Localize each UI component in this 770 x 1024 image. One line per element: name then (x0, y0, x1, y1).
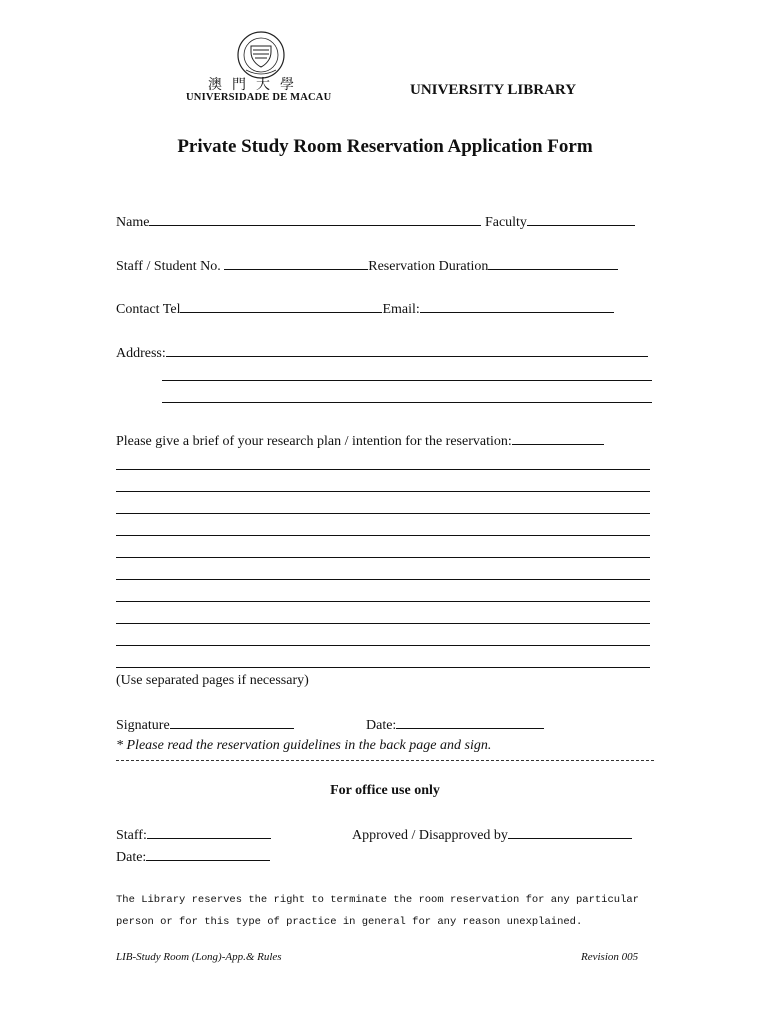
university-name-portuguese: UNIVERSIDADE DE MACAU (186, 92, 332, 103)
office-staff-label: Staff: (116, 828, 147, 843)
research-plan-field-first[interactable] (512, 432, 604, 445)
office-staff-field[interactable] (147, 826, 271, 839)
research-plan-line[interactable] (116, 557, 650, 558)
form-title: Private Study Room Reservation Application Form (177, 136, 593, 157)
research-plan-line[interactable] (116, 601, 650, 602)
date-label: Date: (366, 718, 397, 733)
email-field[interactable] (420, 300, 614, 313)
university-name-chinese: 澳門大學 (208, 77, 304, 93)
name-row (116, 213, 635, 231)
research-plan-line[interactable] (116, 469, 650, 470)
research-plan-line[interactable] (116, 623, 650, 624)
disclaimer-line-1: The Library reserves the right to terminate the room reservation for any particular (116, 894, 639, 906)
faculty-label: Faculty (484, 215, 527, 230)
office-date-label: Date: (116, 850, 147, 865)
signature-row (116, 716, 294, 734)
address-field-line-1[interactable] (166, 344, 648, 357)
staff-student-no-label: Staff / Student No. (116, 259, 221, 274)
approval-label: Approved / Disapproved by (352, 828, 508, 843)
research-plan-row (116, 432, 604, 450)
research-plan-line[interactable] (116, 535, 650, 536)
separator-dashed-line (116, 760, 654, 761)
office-date-field[interactable] (146, 848, 270, 861)
date-field[interactable] (396, 716, 544, 729)
university-seal-logo (236, 30, 286, 80)
address-label: Address: (116, 346, 166, 361)
reservation-duration-label: Reservation Duration (368, 259, 489, 274)
signature-field[interactable] (170, 716, 294, 729)
faculty-field[interactable] (527, 213, 635, 226)
approval-row (352, 826, 632, 844)
guidelines-note: * Please read the reservation guidelines in the back page and sign. (116, 738, 492, 753)
research-plan-line[interactable] (116, 579, 650, 580)
research-plan-line[interactable] (116, 645, 650, 646)
approval-field[interactable] (508, 826, 632, 839)
reservation-duration-field[interactable] (488, 257, 618, 270)
address-field-line-2[interactable] (162, 380, 652, 381)
signature-label: Signature (116, 718, 170, 733)
research-plan-line[interactable] (116, 513, 650, 514)
contact-tel-field[interactable] (180, 300, 382, 313)
name-field[interactable] (149, 213, 481, 226)
address-row (116, 344, 648, 362)
footer-revision: Revision 005 (581, 951, 639, 963)
office-use-heading: For office use only (330, 783, 440, 798)
office-date-row (116, 848, 270, 866)
disclaimer-line-2: person or for this type of practice in general for any reason unexplained. (116, 916, 583, 928)
research-plan-line[interactable] (116, 491, 650, 492)
contact-tel-label: Contact Tel (116, 302, 181, 317)
research-plan-label: Please give a brief of your research plan / intention for the reservation: (116, 434, 512, 449)
footer-document-code: LIB-Study Room (Long)-App.& Rules (116, 951, 282, 963)
research-plan-line[interactable] (116, 667, 650, 668)
separate-pages-note: (Use separated pages if necessary) (116, 673, 309, 688)
email-label: Email: (382, 302, 420, 317)
library-heading: UNIVERSITY LIBRARY (410, 82, 577, 98)
contact-row (116, 300, 614, 318)
id-row (116, 257, 618, 275)
address-field-line-3[interactable] (162, 402, 652, 403)
name-label: Name (116, 215, 150, 230)
date-row (366, 716, 544, 734)
staff-student-no-field[interactable] (224, 257, 368, 270)
office-staff-row (116, 826, 271, 844)
